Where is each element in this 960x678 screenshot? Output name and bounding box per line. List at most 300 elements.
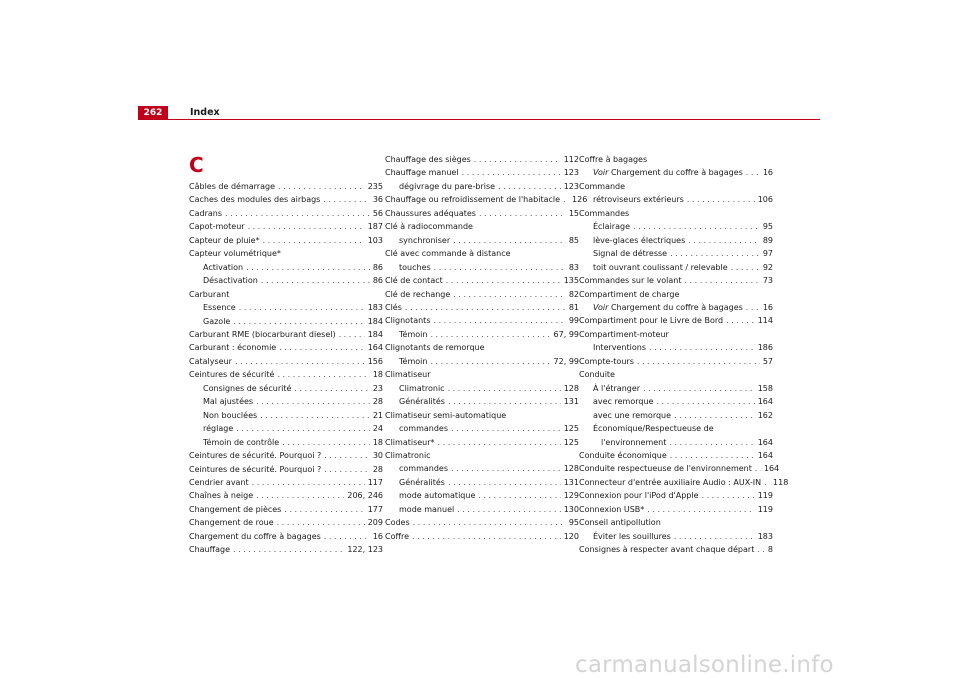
dot-leader [448,395,561,408]
index-entry [385,153,579,166]
page-number-badge: 262 [138,106,168,120]
index-entry-term: Chargement du coffre à bagages [189,531,321,541]
index-entry [579,328,773,341]
dot-leader [434,314,566,327]
dot-leader [233,315,364,328]
dot-leader [279,341,364,354]
index-entry-term: Activation [203,262,244,272]
index-entry-term: Coffre à bagages [579,155,648,164]
index-column-2 [385,153,588,543]
index-entry-page: 21 [372,410,383,420]
index-entry [385,301,579,314]
index-entry [189,409,383,422]
index-entry-term: Commandes [579,208,630,218]
dot-leader [670,449,755,462]
dot-leader [479,207,566,220]
index-entry-page: 86 [372,276,383,286]
index-entry-term: Chauffage ou refroidissement de l'habitacle [385,195,561,205]
index-entry-page: 119 [757,504,773,514]
index-entry [385,166,579,179]
index-entry-page: 67, 99 [553,329,579,339]
dot-leader [478,489,560,502]
dot-leader [438,436,561,449]
dot-leader [430,355,550,368]
index-entry-page: 186 [757,343,773,353]
index-entry-page: 95 [762,222,773,232]
index-entry-page: 162 [757,410,773,420]
dot-leader [684,274,759,287]
dot-leader [235,355,365,368]
index-entry-term: Témoin [399,356,428,366]
index-entry [579,449,773,462]
index-entry-page: 73 [762,276,773,286]
index-entry-page: 119 [757,491,773,501]
index-entry [189,220,383,233]
index-entry-term: Clignotants [385,316,431,326]
index-entry-page: 131 [563,397,579,407]
index-entry-page: 117 [367,477,383,487]
index-entry-term: Coffre [385,531,410,541]
index-entry [579,193,773,206]
index-entry-page: 164 [763,464,780,474]
index-entry-term: Climatiseur semi-automatique [385,410,507,420]
index-entry-term: toit ouvrant coulissant / relevable [593,262,728,272]
index-entry-page: 129 [563,491,579,501]
dot-leader [451,462,561,475]
index-entry-page: 85 [568,235,579,245]
index-entry [189,503,383,516]
index-entry [385,314,579,327]
watermark-text: carmanualsonline.info [575,652,834,678]
index-entry [579,476,789,489]
dot-leader [498,180,561,193]
dot-leader [563,193,569,206]
dot-leader [633,220,760,233]
index-entry-page: 86 [372,262,383,272]
dot-leader [324,530,370,543]
dot-leader [405,301,566,314]
dot-leader [764,476,770,489]
dot-leader [446,274,561,287]
index-entry [189,180,383,193]
index-entry-term: Carburant [189,289,230,299]
index-entry-page: 187 [367,222,383,232]
index-entry-term: Clé de contact [385,276,443,286]
index-entry-page: 18 [372,437,383,447]
index-entry-page: 72, 99 [553,356,579,366]
index-entry-page: 15 [568,208,579,218]
dot-leader [670,247,760,260]
index-entry [189,368,383,381]
index-entry-term: Câbles de démarrage [189,182,275,191]
index-entry [385,530,579,543]
index-column-1 [189,153,383,557]
index-entry [385,395,579,408]
index-entry [579,355,773,368]
index-entry-term: Éviter les souillures [593,531,671,541]
dot-leader [233,543,344,556]
index-entry-page: 184 [367,316,383,326]
index-entry [385,462,579,475]
index-entry-page: 114 [757,316,773,326]
dot-leader [474,153,561,166]
index-entry-term: Capteur de pluie* [189,235,260,245]
dot-leader [755,462,761,475]
index-entry-term: Interventions [593,343,646,353]
dot-leader [746,166,760,179]
dot-leader [451,422,561,435]
index-entry-page: 112 [563,155,579,164]
dot-leader [239,301,365,314]
index-entry-page: 164 [757,450,773,460]
dot-leader [256,489,344,502]
index-entry-page: 99 [568,316,579,326]
index-entry-page: 97 [762,249,773,259]
index-entry [579,166,773,179]
index-entry-page: 125 [563,424,579,434]
index-entry-term: Conduite [579,370,615,380]
index-entry-term: Capot-moteur [189,222,245,232]
index-entry [385,234,579,247]
index-entry [189,489,383,502]
index-entry [189,274,383,287]
index-entry-page: 164 [757,437,773,447]
index-entry [579,180,773,193]
index-entry-page: 123 [563,181,579,191]
index-entry-term: Climatronic [385,450,431,460]
dot-leader [248,220,365,233]
index-entry-page: 81 [568,302,579,312]
dot-leader [324,449,370,462]
index-entry [579,462,780,475]
index-entry-term: Éclairage [593,222,630,232]
see-reference-label: Voir [593,302,609,312]
index-entry-term: Catalyseur [189,356,232,366]
index-entry [189,530,383,543]
index-entry-term: commandes [399,424,449,434]
index-entry-page: 24 [372,424,383,434]
index-entry-page: 57 [762,356,773,366]
index-entry [385,288,579,301]
dot-leader [453,288,566,301]
page-title: Index [190,107,220,118]
dot-leader [277,516,365,529]
index-entry [189,341,383,354]
index-entry-term: Voir Chargement du coffre à bagages [593,168,743,178]
index-entry [579,530,773,543]
index-entry-page: 125 [563,437,579,447]
index-entry-term: Clignotants de remorque [385,343,485,353]
index-entry-term: Économique/Respectueuse de [593,424,714,434]
index-entry [385,247,579,260]
index-entry-term: Signal de détresse [593,249,668,259]
dot-leader [448,382,561,395]
index-entry-term: Gazole [203,316,231,326]
index-entry-term: Chauffage [189,545,231,555]
index-entry [579,382,773,395]
index-entry-term: Compartiment de charge [579,289,680,299]
index-entry-page: 118 [773,477,789,487]
dot-leader [647,503,754,516]
index-entry [385,449,579,462]
index-entry [189,395,383,408]
index-entry-term: Compte-tours [579,356,634,366]
index-entry [579,409,773,422]
index-entry-page: 28 [372,397,383,407]
dot-leader [256,395,370,408]
index-entry-term: Codes [385,518,410,528]
index-entry [189,355,383,368]
index-entry [579,274,773,287]
index-entry [579,207,773,220]
index-entry-term: Cendrier avant [189,477,249,487]
index-entry-page: 83 [568,262,579,272]
dot-leader [649,341,755,354]
dot-leader [236,422,370,435]
index-entry [385,368,579,381]
index-entry [579,543,773,556]
index-entry-page: 164 [367,343,383,353]
index-entry [385,341,579,354]
dot-leader [413,516,566,529]
dot-leader [674,530,755,543]
index-entry-page: 16 [762,302,773,312]
index-entry-term: Essence [203,303,236,313]
index-entry [189,463,383,476]
index-entry-term: Ceintures de sécurité. Pourquoi ? [189,451,322,461]
index-entry [189,247,383,260]
index-entry-term: Non bouclées [203,410,258,420]
index-entry-term: Chauffage manuel [385,168,459,178]
index-entry [385,207,579,220]
dot-leader [430,328,550,341]
index-entry-page: 206, 246 [347,491,383,501]
index-entry-term: Témoin [399,329,428,339]
index-entry-term: commandes [399,464,449,474]
dot-leader [462,166,561,179]
index-entry-term: l'environnement [601,437,667,447]
index-entry-term: Compartiment pour le Livre de Bord [579,316,724,326]
index-column-3 [579,153,789,557]
index-entry-term: Caches des modules des airbags [189,195,321,205]
index-entry-term: Capteur volumétrique* [189,249,281,259]
index-entry [579,247,773,260]
index-entry-term: Connexion pour l'iPod d'Apple [579,491,699,501]
dot-leader [339,328,365,341]
index-entry-term: Ceintures de sécurité [189,370,275,380]
index-entry [385,476,579,489]
index-entry-term: Connecteur d'entrée auxiliaire Audio : AUX-IN [579,477,762,487]
index-entry-term: Carburant RME (biocarburant diesel) [189,329,336,339]
dot-leader [412,530,561,543]
dot-leader [434,261,566,274]
index-entry-term: Conseil antipollution [579,518,661,528]
index-entry-term: Ceintures de sécurité. Pourquoi ? [189,464,322,474]
index-entry-term: Cadrans [189,208,222,218]
dot-leader [453,234,566,247]
index-entry [189,449,383,462]
index-entry [189,207,383,220]
index-entry [579,153,773,166]
index-entry-page: 92 [762,262,773,272]
dot-leader [637,355,760,368]
index-entry-term: Compartiment-moteur [579,329,669,339]
index-entry-term: Clé à radiocommande [385,222,473,232]
index-entry-page: 36 [372,195,383,205]
index-entry-term: Clé de rechange [385,289,451,299]
index-entry [385,422,579,435]
index-entry-page: 8 [767,545,773,555]
index-entry [579,314,773,327]
index-entry-page: 130 [563,504,579,514]
index-entry [189,476,383,489]
dot-leader [726,314,755,327]
index-entry [579,288,773,301]
index-entry [189,422,383,435]
index-entry-term: mode automatique [399,491,476,501]
index-entry-page: 177 [367,504,383,514]
index-entry-term: Climatiseur* [385,437,435,447]
index-entry [189,516,383,529]
dot-leader [294,382,369,395]
dot-leader [324,463,370,476]
index-entry-page: 56 [372,208,383,218]
dot-leader [674,409,755,422]
header-divider [138,119,820,120]
index-entry [385,261,579,274]
index-entry-page: 158 [757,383,773,393]
index-entry [579,395,773,408]
index-entry [189,261,383,274]
index-entry [579,489,773,502]
index-entry-term: Mal ajustées [203,397,254,407]
index-entry-term: Commande [579,181,626,191]
index-entry-term: Consignes de sécurité [203,383,292,393]
index-entry-page: 183 [367,303,383,313]
index-entry-term: Clé avec commande à distance [385,249,511,259]
index-entry-term: À l'étranger [593,383,641,393]
index-entry-page: 164 [757,397,773,407]
index-entry-page: 184 [367,329,383,339]
index-entry [579,261,773,274]
index-entry [385,220,579,233]
index-entry [189,288,383,301]
index-entry [579,516,773,529]
index-entry-term: Chaînes à neige [189,491,254,501]
index-entry [189,382,383,395]
index-entry-term: Conduite respectueuse de l'environnement [579,464,752,474]
index-entry [385,516,579,529]
index-entry-term: Consignes à respecter avant chaque départ [579,545,755,555]
dot-leader [246,261,370,274]
index-entry-term: Climatiseur [385,370,431,380]
index-entry-page: 106 [757,195,773,205]
index-entry [385,489,579,502]
index-entry-page: 23 [372,383,383,393]
index-entry-page: 103 [367,235,383,245]
index-entry-page: 131 [563,477,579,487]
index-entry [189,193,383,206]
index-entry [385,355,579,368]
index-entry [579,368,773,381]
index-entry-page: 128 [563,383,579,393]
dot-leader [448,476,561,489]
index-entry [385,180,579,193]
index-entry-term: Changement de pièces [189,504,282,514]
index-entry [385,409,579,422]
index-entry-page: 122, 123 [347,545,383,555]
index-entry [385,193,588,206]
dot-leader [225,207,370,220]
index-entry [189,301,383,314]
index-entry [579,234,773,247]
dot-leader [277,368,369,381]
index-entry-page: 82 [568,289,579,299]
index-entry [189,543,383,556]
index-entry-term: Climatronic [399,383,445,393]
index-entry-page: 209 [367,518,383,528]
index-entry-term: dégivrage du pare-brise [399,181,496,191]
index-entry-page: 120 [563,531,579,541]
index-entry-page: 156 [367,356,383,366]
index-entry-term: Commandes sur le volant [579,276,682,286]
dot-leader [688,234,760,247]
index-entry [579,422,773,435]
dot-leader [252,476,365,489]
index-entry-page: 18 [372,370,383,380]
index-entry-term: Généralités [399,397,445,407]
index-entry-term: Changement de roue [189,518,274,528]
index-entry [189,328,383,341]
dot-leader [757,543,765,556]
index-entry [579,341,773,354]
dot-leader [282,436,370,449]
see-reference-label: Voir [593,168,609,178]
index-entry-term: avec remorque [593,397,654,407]
index-entry-term: Clés [385,302,402,312]
dot-leader [669,436,754,449]
index-entry-page: 16 [372,531,383,541]
index-entry-term: réglage [203,424,234,434]
index-entry-term: synchroniser [399,235,451,245]
index-entry-term: lève-glaces électriques [593,235,686,245]
index-entry-page: 128 [563,464,579,474]
index-entry-page: 89 [762,235,773,245]
index-entry-page: 235 [367,182,383,191]
index-entry-term: mode manuel [399,504,455,514]
index-entry-page: 28 [372,464,383,474]
index-entry [385,328,579,341]
index-entry-term: Voir Chargement du coffre à bagages [593,302,743,312]
index-entry-term: Chaussures adéquates [385,208,476,218]
index-entry-term: Témoin de contrôle [203,437,280,447]
dot-leader [278,180,365,193]
index-entry-page: 95 [568,518,579,528]
index-entry-term: rétroviseurs extérieurs [593,195,684,205]
index-entry-term: Conduite économique [579,450,667,460]
index-entry-page: 135 [563,276,579,286]
index-entry [579,503,773,516]
index-entry [189,315,383,328]
index-entry-page: 183 [757,531,773,541]
dot-leader [656,395,754,408]
dot-leader [746,301,760,314]
dot-leader [643,382,755,395]
index-entry [385,503,579,516]
index-entry [579,301,773,314]
index-entry-term: avec une remorque [593,410,672,420]
index-entry-page: 16 [762,168,773,178]
